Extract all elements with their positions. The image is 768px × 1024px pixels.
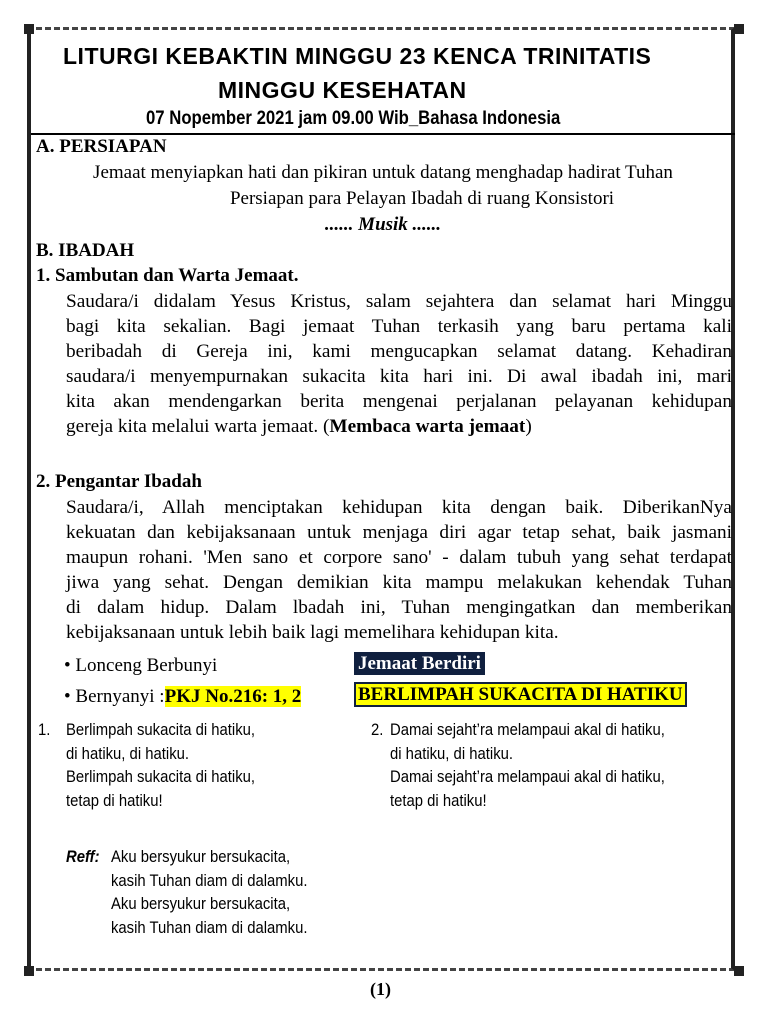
lyric-line: di hatiku, di hatiku. xyxy=(66,744,190,763)
lyric-line: Damai sejaht’ra melampaui akal di hatiku, xyxy=(390,768,665,786)
section-b-heading: B. IBADAH xyxy=(36,240,135,261)
lyric-line: Berlimpah sukacita di hatiku, xyxy=(66,768,256,786)
item-1-line: bagi kita sekalian. Bagi jemaat Tuhan terkasih yang baru pertama kali xyxy=(66,316,732,337)
bullet-bernyanyi: • Bernyanyi :PKJ No.216: 1, 2 xyxy=(64,686,302,707)
reff-lyrics xyxy=(111,846,307,940)
item-1-last-prefix: gereja kita melalui warta jemaat. ( xyxy=(66,416,330,437)
verse-1 xyxy=(66,719,255,813)
item-2-line: maupun rohani. 'Men sano et corpore sano' - dalam tubuh yang sehat terdapat xyxy=(66,547,732,568)
jemaat-berdiri-badge xyxy=(354,653,485,675)
page-number: (1) xyxy=(370,979,391,999)
lyric-line: Aku bersyukur bersukacita, xyxy=(111,895,291,913)
border-corner xyxy=(24,24,34,34)
berdiri-label: Jemaat Berdiri xyxy=(354,652,485,675)
persiapan-line-2: Persiapan para Pelayan Ibadah di ruang Konsistori xyxy=(229,188,615,209)
item-2-line: kebijaksanaan untuk lebih baik lagi memelihara kehidupan kita. xyxy=(66,622,559,643)
lyric-line: tetap di hatiku! xyxy=(66,791,163,810)
border-corner xyxy=(734,966,744,976)
border-corner xyxy=(734,24,744,34)
item-2-line: jiwa yang sehat. Dengan demikian kita mampu melakukan kehendak Tuhan xyxy=(66,572,732,593)
item-2-heading: 2. Pengantar Ibadah xyxy=(36,471,202,492)
verse-2-number: 2. xyxy=(371,721,384,739)
lyric-line: kasih Tuhan diam di dalamku. xyxy=(111,871,308,890)
item-1-line: saudara/i menyempurnakan sukacita kita hari ini. Di awal ibadah ini, mari xyxy=(66,366,732,387)
header-divider xyxy=(31,133,735,135)
musik-label: ...... Musik ...... xyxy=(324,214,442,235)
persiapan-line-1: Jemaat menyiapkan hati dan pikiran untuk datang menghadap hadirat Tuhan xyxy=(93,162,673,183)
item-1-last-line xyxy=(66,415,732,440)
item-1-last-bold: Membaca warta jemaat xyxy=(329,416,526,437)
lyric-line: Berlimpah sukacita di hatiku, xyxy=(66,721,256,739)
lyric-line: kasih Tuhan diam di dalamku. xyxy=(111,918,308,937)
bullet-lonceng: • Lonceng Berbunyi xyxy=(64,655,218,676)
section-a-heading: A. PERSIAPAN xyxy=(36,136,167,157)
lyric-line: Aku bersyukur bersukacita, xyxy=(111,848,291,866)
reff-label: Reff: xyxy=(66,848,100,866)
item-1-heading: 1. Sambutan dan Warta Jemaat. xyxy=(36,265,299,286)
border-corner xyxy=(24,966,34,976)
lonceng-label: Lonceng Berbunyi xyxy=(75,655,218,676)
song-reference: PKJ No.216: 1, 2 xyxy=(164,686,302,707)
item-2-line: kekuatan dan kebijaksanaan untuk menjaga diri agar tetap sehat, baik jasmani xyxy=(66,522,732,543)
lyric-line: tetap di hatiku! xyxy=(390,791,487,810)
lyric-line: di hatiku, di hatiku. xyxy=(390,744,514,763)
page-title: LITURGI KEBAKTIN MINGGU 23 KENCA TRINITATIS xyxy=(63,43,652,69)
item-1-line: beribadah di Gereja ini, kami mengucapkan selamat datang. Kehadiran xyxy=(66,341,732,362)
item-1-line: Saudara/i didalam Yesus Kristus, salam sejahtera dan selamat hari Minggu xyxy=(66,291,732,312)
bernyanyi-label: Bernyanyi : xyxy=(75,686,165,707)
song-title: BERLIMPAH SUKACITA DI HATIKU xyxy=(354,682,687,707)
lyric-line: Damai sejaht’ra melampaui akal di hatiku, xyxy=(390,721,665,739)
item-1-last-suffix: ) xyxy=(525,416,532,437)
item-2-line: di dalam hidup. Dalam lbadah ini, Tuhan mengingatkan dan memberikan xyxy=(66,597,732,618)
item-2-line: Saudara/i, Allah menciptakan kehidupan kita dengan baik. DiberikanNya xyxy=(66,497,732,518)
date-line: 07 Nopember 2021 jam 09.00 Wib_Bahasa Indonesia xyxy=(146,108,561,129)
page-subtitle: MINGGU KESEHATAN xyxy=(218,77,467,103)
verse-2 xyxy=(390,719,665,813)
item-1-line: kita akan mendengarkan berita mengenai perjalanan pelayanan kehidupan xyxy=(66,391,732,412)
verse-1-number: 1. xyxy=(38,721,51,739)
song-title-box xyxy=(354,684,687,706)
